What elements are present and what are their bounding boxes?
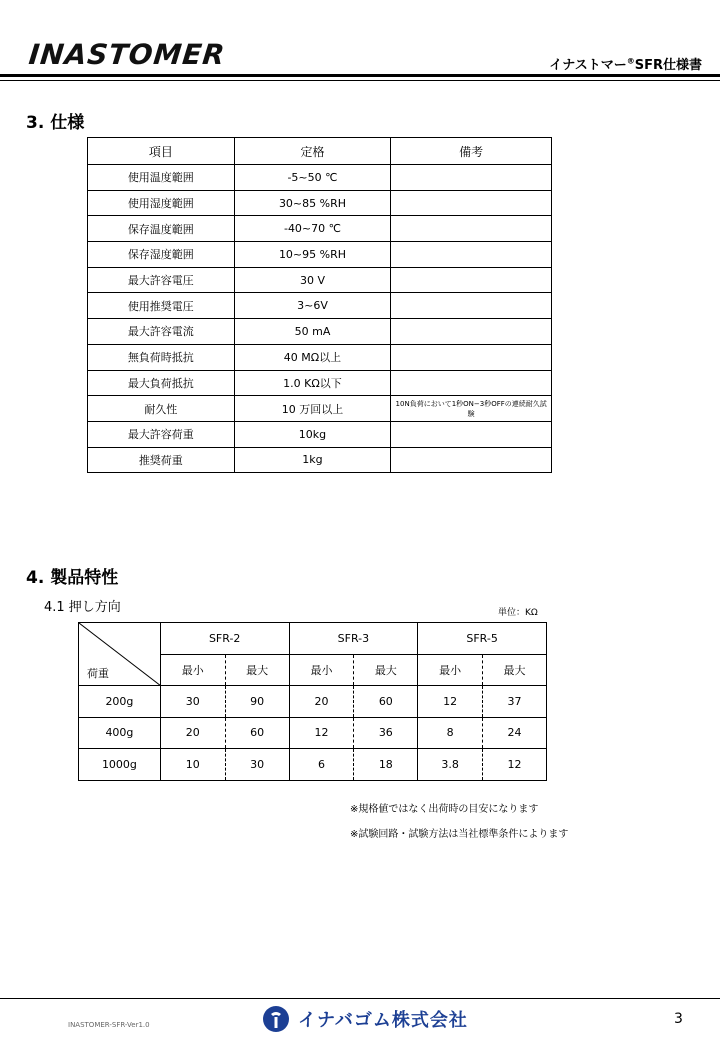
resistance-value-cell: 10 (160, 749, 225, 781)
spec-rating-cell: 30~85 %RH (234, 190, 391, 216)
resistance-value-cell: 8 (418, 717, 483, 749)
spec-rating-cell: -40~70 ℃ (234, 216, 391, 242)
load-row (79, 686, 547, 718)
model-header: SFR-2 (160, 623, 289, 655)
inastomer-logo: INASTOMER (27, 38, 227, 71)
spec-row (88, 344, 552, 370)
doc-title-post: SFR仕様書 (634, 58, 702, 73)
spec-item-cell: 使用推奨電圧 (88, 293, 235, 319)
spec-remark-cell (391, 421, 552, 447)
page-number: 3 (674, 1011, 683, 1027)
min-label: 最小 (418, 654, 483, 686)
load-label: 荷重 (87, 667, 109, 680)
spec-row (88, 242, 552, 268)
resistance-value-cell: 12 (289, 717, 354, 749)
corner-cell (79, 623, 161, 686)
spec-header-remark: 備考 (391, 138, 552, 165)
resistance-value-cell: 36 (354, 717, 418, 749)
model-header: SFR-3 (289, 623, 418, 655)
spec-row (88, 190, 552, 216)
spec-rating-cell: 30 V (234, 267, 391, 293)
spec-rating-cell: 10~95 %RH (234, 242, 391, 268)
resistance-value-cell: 30 (225, 749, 289, 781)
spec-rating-cell: 40 MΩ以上 (234, 344, 391, 370)
resistance-value-cell: 37 (483, 686, 547, 718)
load-cell: 1000g (79, 749, 161, 781)
spec-rating-cell: 10 万回以上 (234, 396, 391, 422)
resistance-value-cell: 60 (225, 717, 289, 749)
spec-remark-cell (391, 293, 552, 319)
subsection-heading: 4.1 押し方向 (44, 600, 121, 615)
model-header: SFR-5 (418, 623, 547, 655)
spec-remark-cell (391, 370, 552, 396)
spec-remark-cell (391, 165, 552, 191)
resistance-value-cell: 90 (225, 686, 289, 718)
document-title (549, 54, 702, 73)
resistance-value-cell: 24 (483, 717, 547, 749)
spec-table-header (88, 138, 552, 165)
spec-row (88, 267, 552, 293)
spec-rating-cell: -5~50 ℃ (234, 165, 391, 191)
spec-row (88, 396, 552, 422)
spec-rating-cell: 3~6V (234, 293, 391, 319)
spec-row (88, 165, 552, 191)
max-label: 最大 (354, 654, 418, 686)
note-2: ※試験回路・試験方法は当社標準条件によります (350, 829, 569, 840)
min-label: 最小 (289, 654, 354, 686)
load-cell: 200g (79, 686, 161, 718)
max-label: 最大 (483, 654, 547, 686)
resistance-value-cell: 30 (160, 686, 225, 718)
spec-item-cell: 保存温度範囲 (88, 216, 235, 242)
company-logo (262, 1005, 468, 1033)
section-4-heading: 4. 製品特性 (26, 568, 119, 588)
note-1: ※規格値ではなく出荷時の目安になります (350, 804, 539, 815)
section-3-heading: 3. 仕様 (26, 113, 85, 133)
spec-row (88, 370, 552, 396)
unit-label: 単位：KΩ (498, 608, 538, 618)
spec-remark-cell (391, 267, 552, 293)
spec-remark-cell (391, 344, 552, 370)
version-label: INASTOMER-SFR-Ver1.0 (68, 1021, 150, 1029)
resistance-value-cell: 20 (289, 686, 354, 718)
spec-rating-cell: 10kg (234, 421, 391, 447)
load-row (79, 749, 547, 781)
spec-remark-cell (391, 216, 552, 242)
max-label: 最大 (225, 654, 289, 686)
min-label: 最小 (160, 654, 225, 686)
spec-item-cell: 耐久性 (88, 396, 235, 422)
spec-row (88, 421, 552, 447)
spec-remark-cell (391, 319, 552, 345)
spec-remark-cell: 10N負荷において1秒ON−3秒OFFの連続耐久試験 (391, 396, 552, 422)
load-row (79, 717, 547, 749)
spec-remark-cell (391, 242, 552, 268)
spec-rating-cell: 50 mA (234, 319, 391, 345)
resistance-value-cell: 18 (354, 749, 418, 781)
spec-item-cell: 最大許容電圧 (88, 267, 235, 293)
spec-header-rating: 定格 (234, 138, 391, 165)
header-rule-thin (0, 80, 720, 81)
header-rule-thick (0, 74, 720, 77)
spec-item-cell: 保存湿度範囲 (88, 242, 235, 268)
company-mark-icon (262, 1005, 290, 1033)
company-name: イナバゴム株式会社 (298, 1010, 468, 1031)
resistance-value-cell: 12 (483, 749, 547, 781)
load-cell: 400g (79, 717, 161, 749)
resistance-value-cell: 3.8 (418, 749, 483, 781)
spec-row (88, 293, 552, 319)
spec-header-item: 項目 (88, 138, 235, 165)
spec-item-cell: 最大許容電流 (88, 319, 235, 345)
resistance-value-cell: 20 (160, 717, 225, 749)
spec-rating-cell: 1kg (234, 447, 391, 473)
spec-item-cell: 最大許容荷重 (88, 421, 235, 447)
resistance-value-cell: 12 (418, 686, 483, 718)
spec-item-cell: 最大負荷抵抗 (88, 370, 235, 396)
spec-remark-cell (391, 447, 552, 473)
spec-table (87, 137, 552, 473)
characteristics-table (78, 622, 547, 781)
spec-row (88, 319, 552, 345)
resistance-value-cell: 60 (354, 686, 418, 718)
spec-row (88, 447, 552, 473)
diagonal-line (79, 623, 161, 686)
spec-item-cell: 使用温度範囲 (88, 165, 235, 191)
spec-item-cell: 推奨荷重 (88, 447, 235, 473)
spec-rating-cell: 1.0 KΩ以下 (234, 370, 391, 396)
spec-item-cell: 無負荷時抵抗 (88, 344, 235, 370)
footer-rule (0, 998, 720, 999)
doc-title-pre: イナストマー (549, 58, 627, 73)
registered-mark: ® (626, 56, 635, 66)
model-header-row (79, 623, 547, 655)
spec-item-cell: 使用湿度範囲 (88, 190, 235, 216)
spec-remark-cell (391, 190, 552, 216)
resistance-value-cell: 6 (289, 749, 354, 781)
spec-row (88, 216, 552, 242)
